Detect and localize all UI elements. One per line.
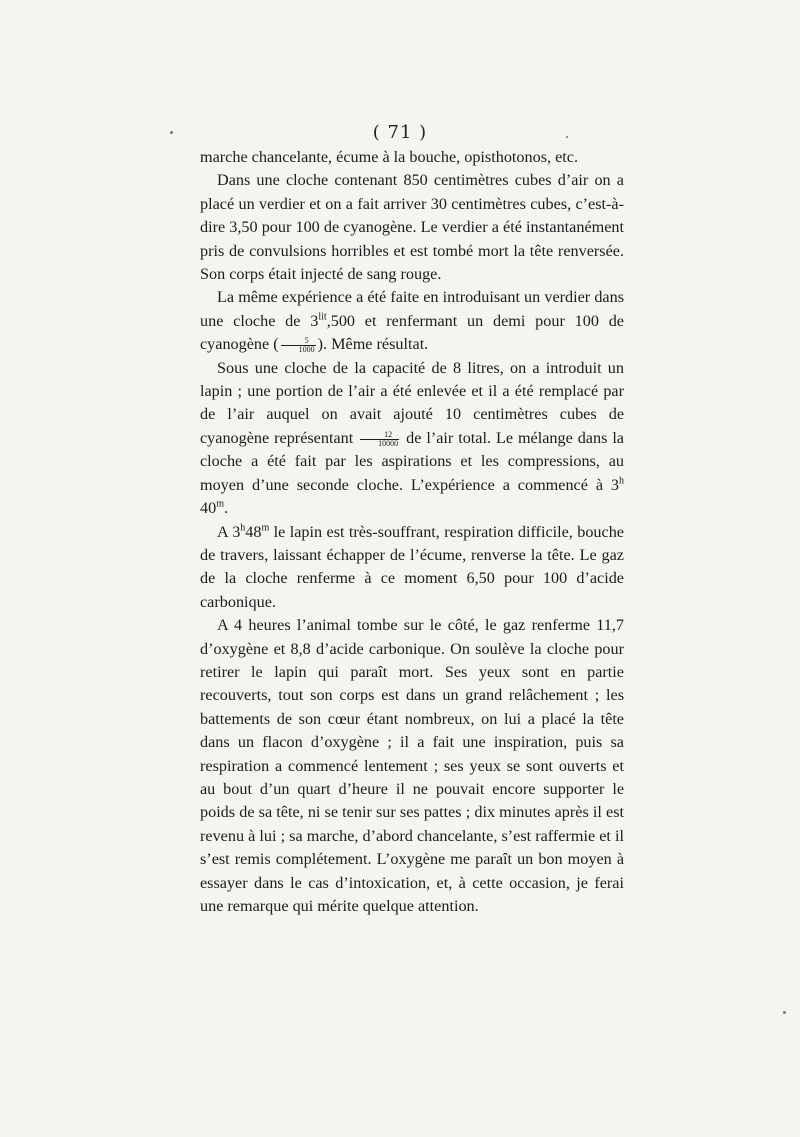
minute-superscript: m: [261, 522, 270, 534]
paragraph-5-text-a: A 3: [217, 522, 241, 541]
paper-speck: [783, 1011, 786, 1014]
hour-superscript: h: [619, 475, 624, 487]
fraction-denominator: 10000: [378, 438, 399, 448]
paragraph-3-text-b: ,500 et renfermant un demi pour 100 de cyanogène (: [200, 311, 624, 354]
fraction-numerator: 12: [360, 431, 399, 440]
hour-superscript: h: [240, 522, 246, 534]
paragraph-1: marche chancelante, écume à la bouche, opisthotonos, etc.: [200, 148, 578, 166]
paragraph-3: [200, 286, 624, 356]
paragraph-4-text-c: 40: [200, 499, 217, 518]
fraction-twelve-ten-thousandths: [360, 431, 399, 448]
paragraph-3-text-c: ). Même résultat.: [317, 335, 429, 354]
paper-speck: [566, 136, 568, 138]
paragraph-4: [200, 357, 624, 521]
page-number: ( 71 ): [372, 122, 428, 143]
paragraph-4-text-b: de l’air total. Le mélange dans la cloche a été fait par les aspirations et les compressions, au moyen d’une seconde cloche. L’expérience a commencé à 3: [200, 428, 624, 494]
paragraph-3-superscript: lit: [318, 311, 327, 323]
body-text: [200, 146, 624, 918]
fraction-numerator: 5: [281, 337, 316, 346]
paragraph-5: [200, 521, 624, 615]
fraction-denominator: 1000: [298, 345, 315, 355]
paragraph-3-text-a: La même expérience a été faite en introduisant un verdier dans une cloche de 3: [200, 288, 624, 330]
paper-speck: [170, 131, 173, 134]
paragraph-6: A 4 heures l’animal tombe sur le côté, le gaz renferme 11,7 d’oxygène et 8,8 d’acide carbonique. On soulève la cloche pour retirer le lapin qui paraît mort. Ses yeux sont en partie recouverts, tout son corps est dans un grand relâchement ; les battements de son cœur étant nombreux, on lui a placé la tête dans un flacon d’oxygène ; il a fait une inspiration, puis sa respiration a commencé lentement ; ses yeux se sont ouverts et au bout d’un quart d’heure il ne pouvait encore supporter le poids de sa tête, ni se tenir sur ses pattes ; dix minutes après il est revenu à lui ; sa marche, d’abord chancelante, s’est raffermie et il s’est remis complétement. L’oxygène me paraît un bon moyen à essayer dans le cas d’intoxication, et, à cette occasion, je ferai une remarque qui mérite quelque attention.: [200, 616, 624, 915]
paragraph-4-text-d: .: [223, 499, 229, 518]
fraction-five-thousandths: [281, 337, 316, 354]
paragraph-4-text-a: Sous une cloche de la capacité de 8 litres, on a introduit un lapin ; une portion de l’air a été enlevée et il a été remplacé par de l’air auquel on avait ajouté 10 centimètres cubes de cyanogène représentant: [200, 358, 624, 447]
paragraph-5-text-b: 48: [245, 522, 262, 541]
paragraph-5-text-c: le lapin est très-souffrant, respiration difficile, bouche de travers, laissant échapper de l’écume, renverse la tête. Le gaz de la cloche renferme à ce moment 6,50 pour 100 d’acide carbonique.: [200, 522, 624, 611]
paragraph-2: Dans une cloche contenant 850 centimètres cubes d’air on a placé un verdier et on a fait arriver 30 centimètres cubes, c’est-à-dire 3,50 pour 100 de cyanogène. Le verdier a été instantanément pris de convulsions horribles et est tombé mort la tête renversée. Son corps était injecté de sang rouge.: [200, 171, 624, 284]
minute-superscript: m: [216, 498, 224, 510]
